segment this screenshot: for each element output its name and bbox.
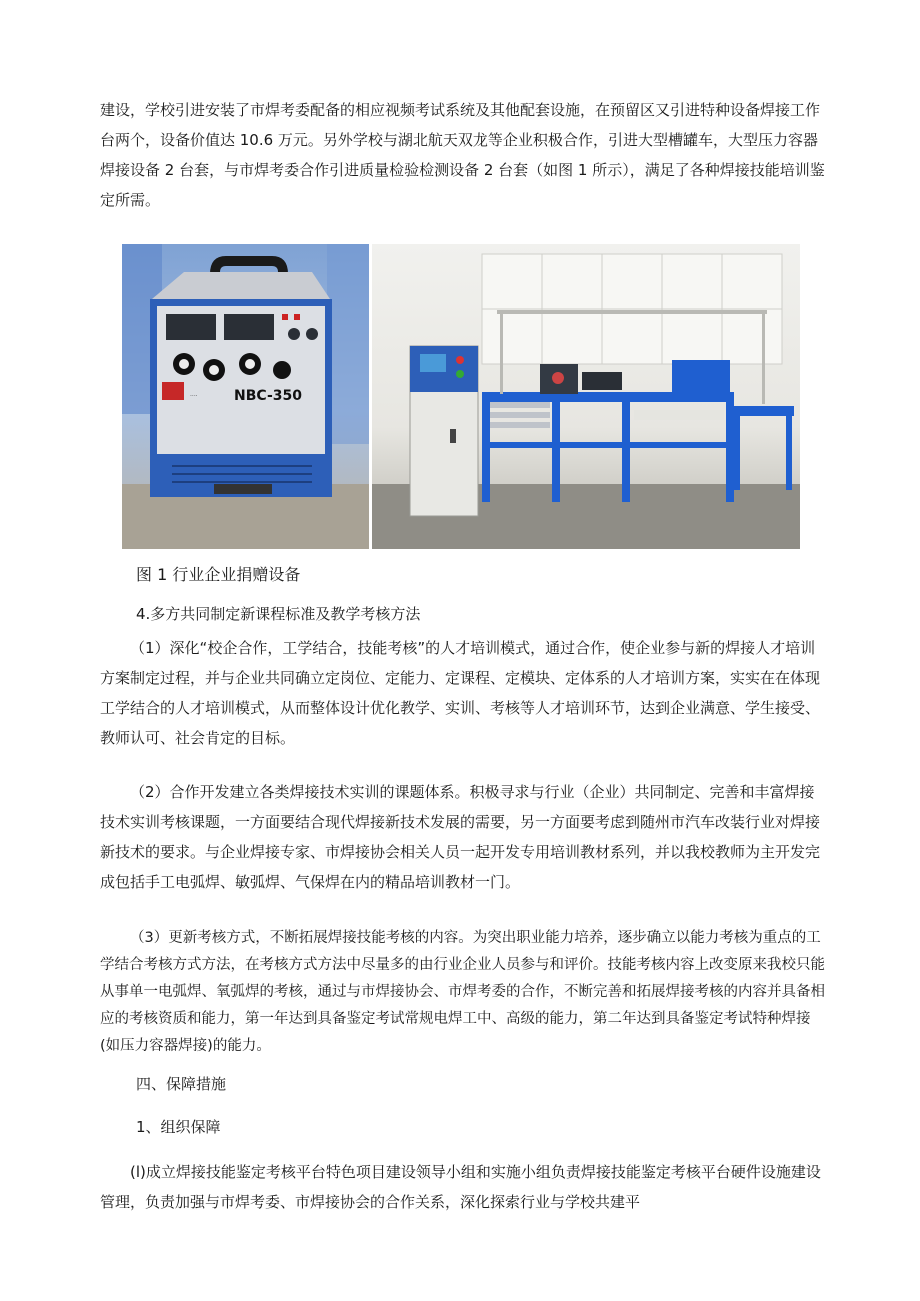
subheading-organization: 1、组织保障: [136, 1118, 221, 1136]
paragraph-equipment-intro: 建设，学校引进安装了市焊考委配备的相应视频考试系统及其他配套设施，在预留区又引进特种设备焊接工作台两个，设备价值达 10.6 万元。另外学校与湖北航天双龙等企业积极合作，引进大型槽罐车，大型压力容器焊接设备 2 台套，与市焊考委合作引进质量检验检测设备 2 台套（如图 1 所示），满足了各种焊接技能培训鉴定所需。: [100, 101, 825, 209]
photo-welding-machine: [122, 244, 369, 549]
paragraph-org-item-1: (l)成立焊接技能鉴定考核平台特色项目建设领导小组和实施小组负责焊接技能鉴定考核平台硬件设施建设管理，负责加强与市焊考委、市焊接协会的合作关系，深化探索行业与学校共建平: [100, 1163, 821, 1211]
figure-caption: 图 1 行业企业捐赠设备: [136, 565, 301, 584]
paragraph-item-3: （3）更新考核方式，不断拓展焊接技能考核的内容。为突出职业能力培养，逐步确立以能力考核为重点的工学结合考核方式方法，在考核方式方法中尽量多的由行业企业人员参与和评价。技能考核内容上改变原来我校只能从事单一电弧焊、氧弧焊的考核，通过与市焊接协会、市焊考委的合作，不断完善和拓展焊接考核的内容并具备相应的考核资质和能力，第一年达到具备鉴定考试常规电焊工中、高级的能力，第二年达到具备鉴定考试特种焊接(如压力容器焊接)的能力。: [100, 930, 825, 1054]
welding-machine-illustration: [122, 244, 369, 549]
heading-course-standards: 4.多方共同制定新课程标准及教学考核方法: [136, 605, 421, 623]
workstation-illustration: [372, 244, 800, 549]
panel-small-text: ....: [190, 391, 198, 398]
photo-welding-workstation: [372, 244, 800, 549]
figure-donated-equipment: [122, 244, 800, 549]
machine-model-label: NBC-350: [234, 388, 303, 404]
paragraph-item-2: （2）合作开发建立各类焊接技术实训的课题体系。积极寻求与行业（企业）共同制定、完善和丰富焊接技术实训考核课题，一方面要结合现代焊接新技术发展的需要，另一方面要考虑到随州市汽车改装行业对焊接新技术的要求。与企业焊接专家、市焊接协会相关人员一起开发专用培训教材系列，并以我校教师为主开发完成包括手工电弧焊、敏弧焊、气保焊在内的精品培训教材一门。: [100, 783, 821, 891]
section-heading-safeguards: 四、保障措施: [136, 1075, 227, 1093]
paragraph-item-1: （1）深化“校企合作，工学结合，技能考核”的人才培训模式，通过合作，使企业参与新的焊接人才培训方案制定过程，并与企业共同确立定岗位、定能力、定课程、定模块、定体系的人才培训方案，实实在在体现工学结合的人才培训模式，从而整体设计优化教学、实训、考核等人才培训环节，达到企业满意、学生接受、教师认可、社会肯定的目标。: [100, 639, 821, 747]
